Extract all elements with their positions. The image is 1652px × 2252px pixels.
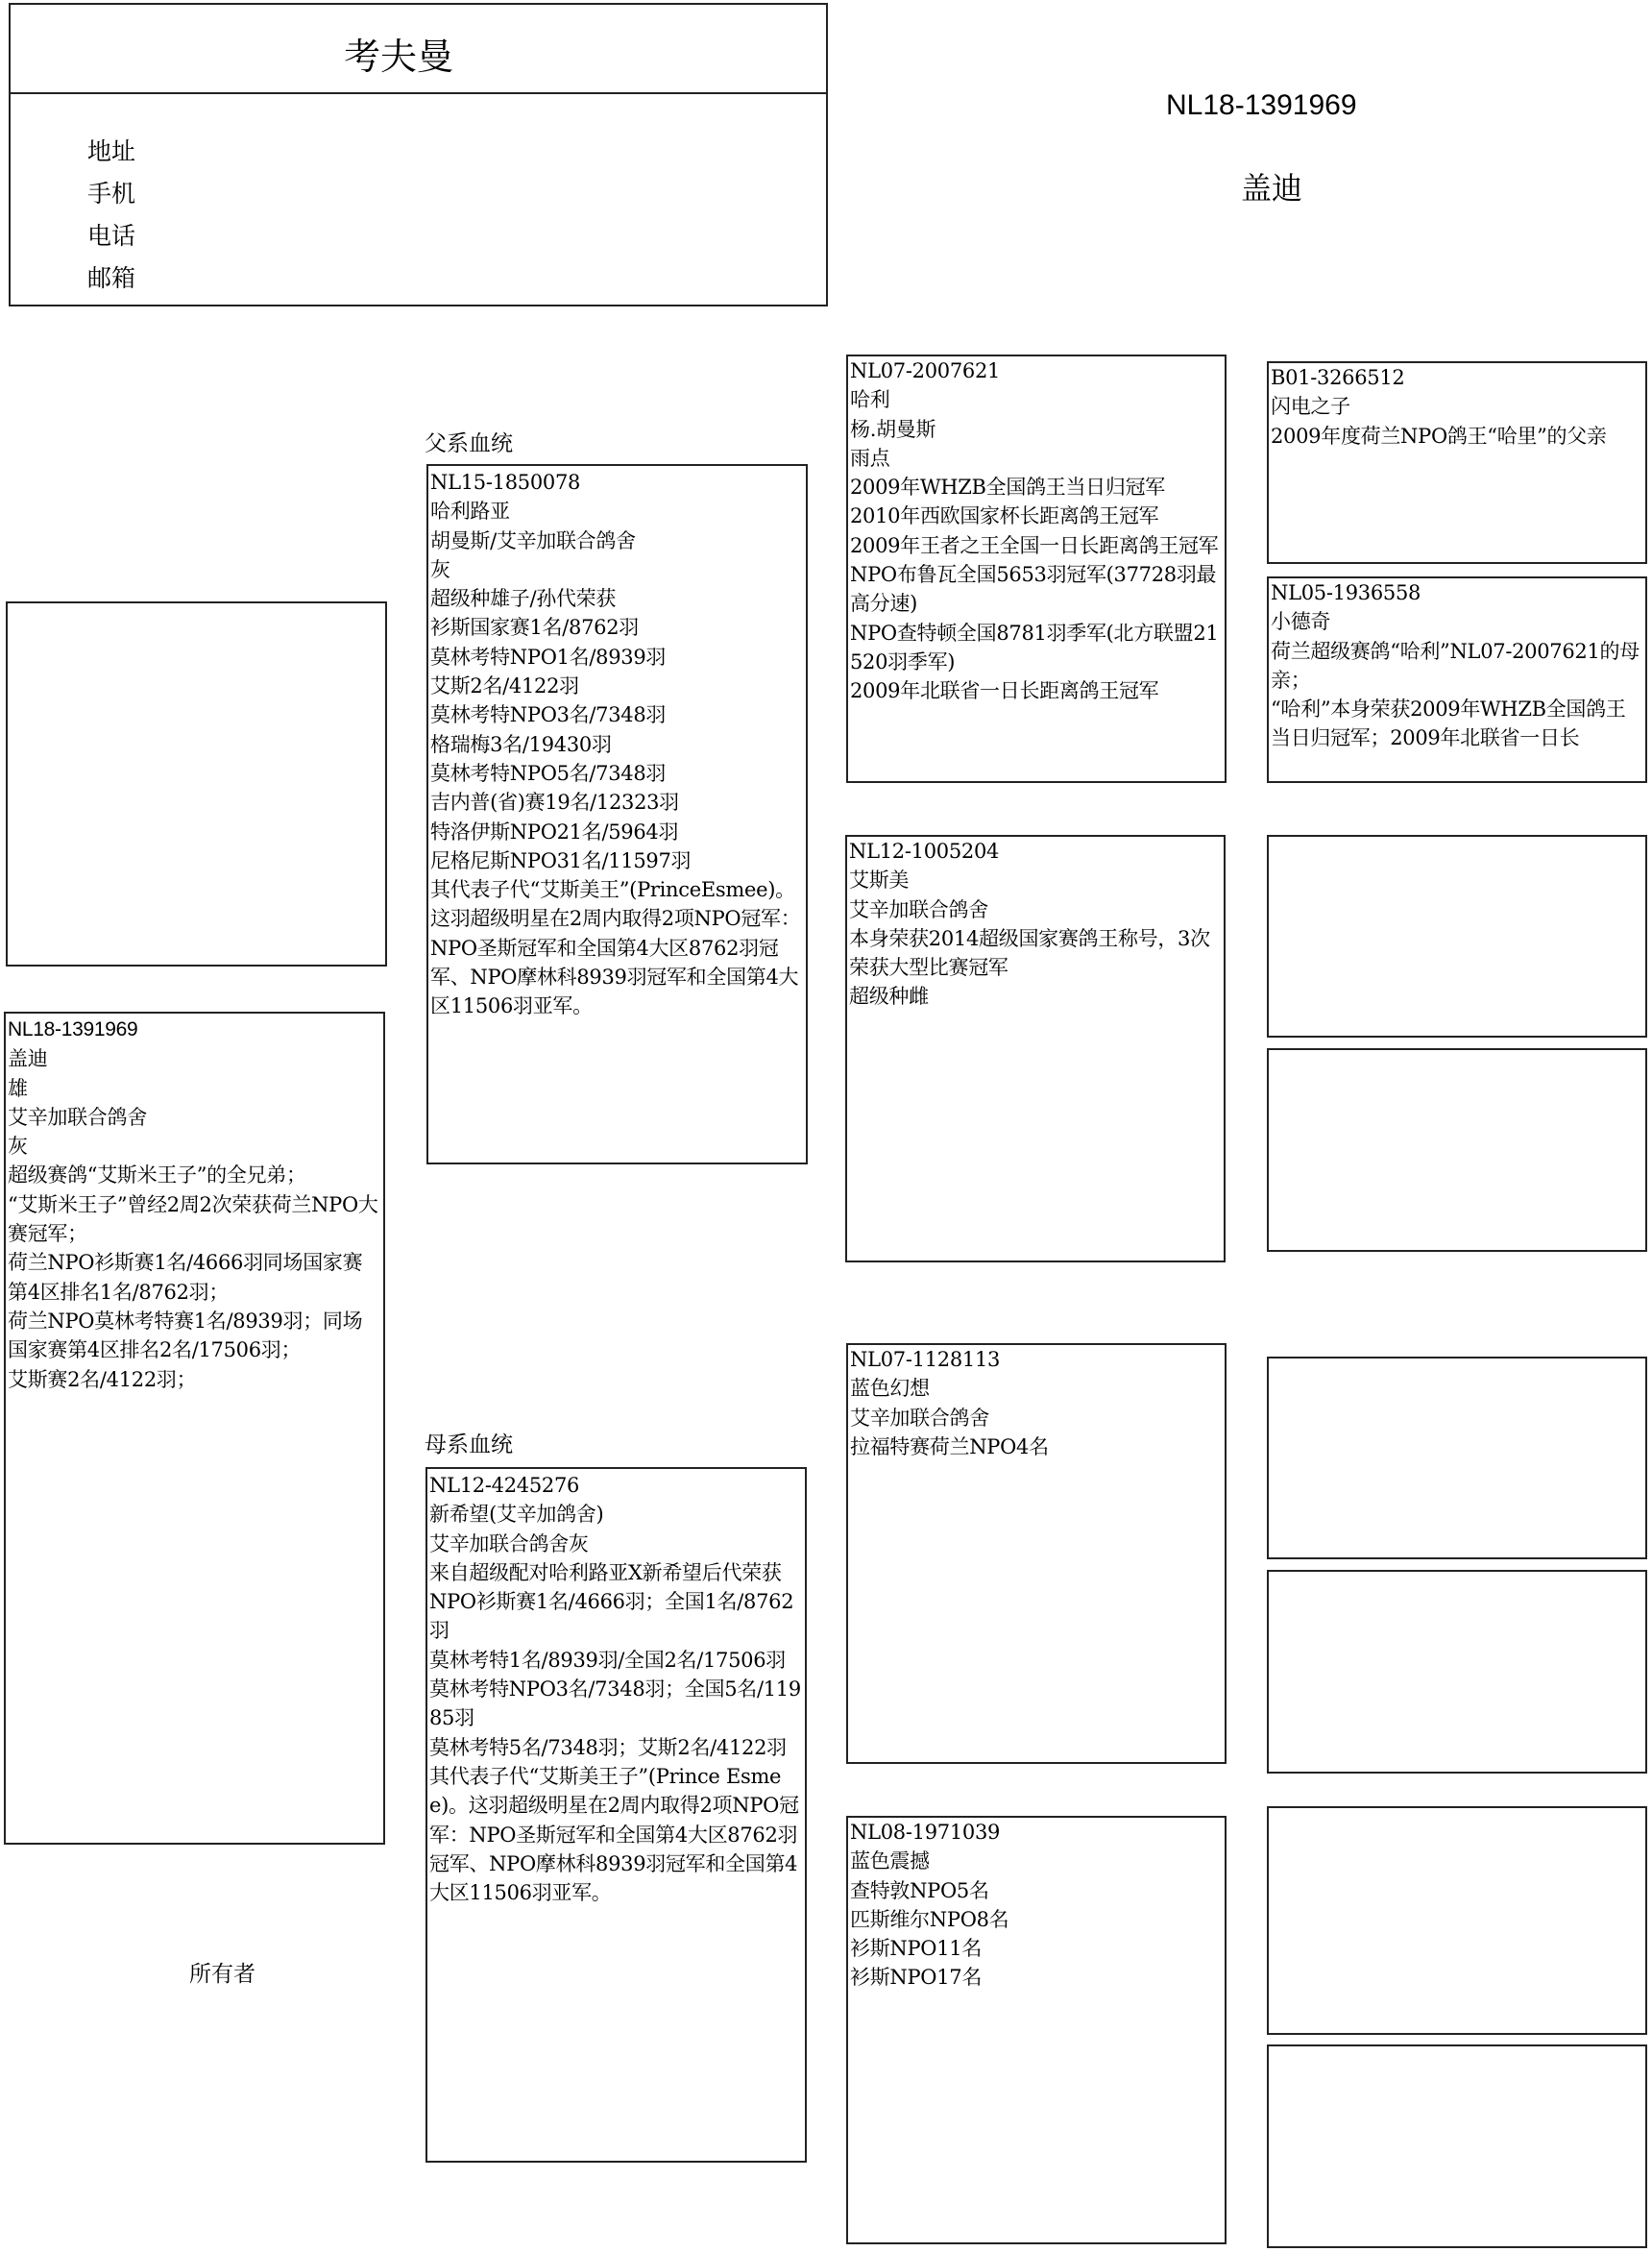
dam-dam-line: 蓝色震撼 [850, 1849, 930, 1873]
dam-dam-line: 匹斯维尔NPO8名 [850, 1907, 1009, 1931]
sire-sire-line: 2009年北联省一日长距离鸽王冠军 [850, 679, 1159, 703]
sire-line: 艾斯2名/4122羽 [430, 674, 579, 698]
subject-line: 灰 [8, 1135, 28, 1159]
subject-box [4, 1012, 385, 1845]
sire-line: NL15-1850078 [430, 471, 581, 494]
dam-dam-box [846, 1816, 1227, 2244]
great-grandparent-box-5 [1267, 1357, 1647, 1559]
sire-line-label: 父系血统 [425, 431, 513, 456]
great-grandparent-box-3 [1267, 835, 1647, 1038]
great-grandparent-line: B01-3266512 [1271, 366, 1405, 389]
dam-line: 艾辛加联合鸽舍灰 [429, 1531, 589, 1555]
sire-sire-line: NL07-2007621 [850, 359, 1001, 382]
email-label: 邮箱 [87, 264, 136, 292]
dam-sire-line: 蓝色幻想 [850, 1377, 930, 1401]
sire-sire-line: 2009年王者之王全国一日长距离鸽王冠军 [850, 533, 1219, 557]
subject-line: 艾辛加联合鸽舍 [8, 1105, 147, 1129]
sire-line: 胡曼斯/艾辛加联合鸽舍 [430, 528, 636, 552]
header-divider [9, 92, 828, 94]
sire-line: 超级种雄子/孙代荣获 [430, 587, 617, 611]
sire-sire-line: 杨.胡曼斯 [850, 417, 936, 441]
ring-number: NL18-1391969 [1166, 89, 1357, 121]
great-grandparent-box-6 [1267, 1570, 1647, 1774]
dam-sire-box [846, 1343, 1227, 1764]
sire-sire-box [846, 355, 1227, 783]
sire-sire-line: 雨点 [850, 446, 890, 470]
sire-line: 其代表子代“艾斯美王”(PrinceEsmee)。这羽超级明星在2周内取得2项NPO冠军：NPO圣斯冠军和全国第4大区8762羽冠军、NPO摩林科8939羽冠军和全国第4大区11506羽亚军。 [430, 878, 801, 1018]
dam-line: 莫林考特5名/7348羽；艾斯2名/4122羽 [429, 1735, 787, 1759]
sire-line: 莫林考特NPO3名/7348羽 [430, 703, 667, 727]
sire-dam-line: 艾斯美 [849, 869, 910, 893]
sire-sire-line: NPO布鲁瓦全国5653羽冠军(37728羽最高分速) [850, 563, 1217, 616]
dam-sire-line: NL07-1128113 [850, 1348, 1001, 1371]
dam-line: NL12-4245276 [429, 1474, 580, 1497]
subject-line: 盖迪 [8, 1047, 48, 1071]
sire-sire-line: NPO查特顿全国8781羽季军(北方联盟21520羽季军) [850, 621, 1219, 673]
sire-box [426, 464, 808, 1164]
pigeon-name: 盖迪 [1241, 171, 1303, 206]
dam-sire-line: 艾辛加联合鸽舍 [850, 1406, 989, 1430]
sire-line: 莫林考特NPO1名/8939羽 [430, 645, 667, 669]
dam-box [425, 1467, 807, 2163]
dam-line: 来自超级配对哈利路亚X新希望后代荣获 [429, 1560, 782, 1584]
sire-line: 莫林考特NPO5名/7348羽 [430, 761, 667, 785]
great-grandparent-line: 小德奇 [1271, 610, 1331, 634]
dam-line: 莫林考特1名/8939羽/全国2名/17506羽 [429, 1648, 786, 1672]
sire-line: 尼格尼斯NPO31名/11597羽 [430, 848, 692, 872]
dam-sire-line: 拉福特赛荷兰NPO4名 [850, 1434, 1049, 1458]
sire-dam-line: 艾辛加联合鸽舍 [849, 897, 988, 921]
sire-line: 灰 [430, 557, 450, 581]
great-grandparent-box-7 [1267, 1806, 1647, 2035]
subject-line: 艾斯赛2名/4122羽； [8, 1367, 197, 1391]
subject-line: 荷兰NPO莫林考特赛1名/8939羽；同场国家赛第4区排名2名/17506羽； [8, 1309, 363, 1362]
great-grandparent-line: 荷兰超级赛鸽“哈利”NL07-2007621的母亲； [1271, 639, 1640, 692]
dam-line: NPO衫斯赛1名/4666羽；全国1名/8762羽 [429, 1590, 794, 1643]
subject-line: 雄 [8, 1076, 28, 1100]
sire-line: 吉内普(省)赛19名/12323羽 [430, 791, 679, 815]
great-grandparent-box-1 [1267, 361, 1647, 564]
subject-line: 超级赛鸽“艾斯米王子”的全兄弟； [8, 1163, 306, 1187]
dam-line: 莫林考特NPO3名/7348羽；全国5名/11985羽 [429, 1677, 801, 1730]
dam-line: 新希望(艾辛加鸽舍) [429, 1503, 604, 1527]
subject-line: “艾斯米王子”曾经2周2次荣获荷兰NPO大赛冠军； [8, 1192, 378, 1246]
great-grandparent-line: NL05-1936558 [1271, 581, 1421, 604]
great-grandparent-box-8 [1267, 2044, 1647, 2248]
sire-dam-box [845, 835, 1226, 1262]
dam-line-label: 母系血统 [425, 1432, 513, 1457]
dam-line: 其代表子代“艾斯美王子”(Prince Esmee)。这羽超级明星在2周内取得2项NPO冠军：NPO圣斯冠军和全国第4大区8762羽冠军、NPO摩林科8939羽冠军和全国第4大区11506羽亚军。 [429, 1764, 799, 1905]
sire-dam-line: 本身荣获2014超级国家赛鸽王称号，3次荣获大型比赛冠军 [849, 926, 1210, 980]
sire-line: 哈利路亚 [430, 500, 510, 524]
sire-sire-line: 2009年WHZB全国鸽王当日归冠军 [850, 476, 1165, 500]
sire-sire-line: 哈利 [850, 388, 890, 412]
sire-dam-line: NL12-1005204 [849, 840, 1000, 863]
subject-line: 荷兰NPO衫斯赛1名/4666羽同场国家赛第4区排名1名/8762羽； [8, 1251, 363, 1304]
address-label: 地址 [87, 137, 136, 165]
sire-sire-line: 2010年西欧国家杯长距离鸽王冠军 [850, 504, 1159, 528]
sire-dam-line: 超级种雌 [849, 985, 929, 1009]
subject-line: NL18-1391969 [8, 1018, 138, 1040]
sire-line: 特洛伊斯NPO21名/5964羽 [430, 820, 679, 844]
contact-labels [87, 131, 135, 300]
owner-label: 所有者 [189, 1962, 255, 1987]
phone-label: 电话 [87, 222, 136, 250]
great-grandparent-box-4 [1267, 1048, 1647, 1252]
dam-dam-line: 查特敦NPO5名 [850, 1878, 989, 1902]
dam-dam-line: 衫斯NPO11名 [850, 1937, 983, 1961]
dam-dam-line: NL08-1971039 [850, 1821, 1001, 1844]
loft-name: 考夫曼 [344, 37, 454, 78]
great-grandparent-line: 2009年度荷兰NPO鸽王“哈里”的父亲 [1271, 424, 1607, 448]
sire-line: 衫斯国家赛1名/8762羽 [430, 616, 639, 640]
great-grandparent-box-2 [1267, 576, 1647, 783]
great-grandparent-line: “哈利”本身荣获2009年WHZB全国鸽王当日归冠军；2009年北联省一日长 [1271, 698, 1626, 750]
great-grandparent-line: 闪电之子 [1271, 395, 1350, 419]
mobile-label: 手机 [87, 180, 136, 208]
dam-dam-line: 衫斯NPO17名 [850, 1966, 983, 1990]
sire-line: 格瑞梅3名/19430羽 [430, 732, 612, 756]
pigeon-photo [6, 601, 387, 967]
